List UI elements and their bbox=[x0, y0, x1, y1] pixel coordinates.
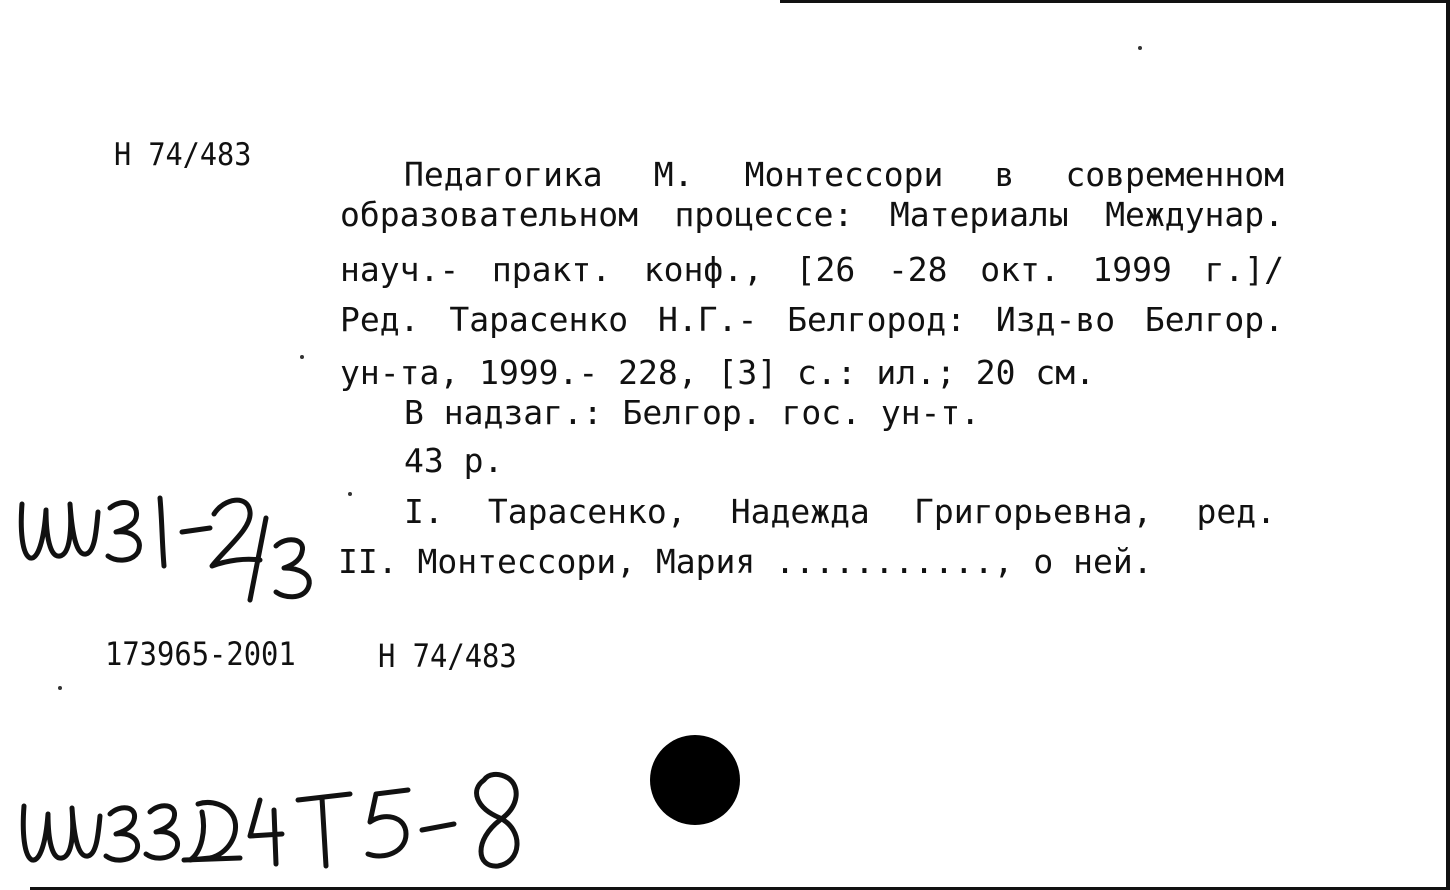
scan-speck bbox=[300, 355, 304, 359]
handwritten-code-2 bbox=[14, 760, 554, 880]
note-heading: В надзаг.: Белгор. гос. ун-т. bbox=[404, 393, 981, 432]
entry-line-4: Ред. Тарасенко Н.Г.- Белгород: Изд-во Белгор. bbox=[340, 300, 1284, 339]
handwritten-code-1 bbox=[14, 470, 334, 610]
card-right-edge bbox=[1446, 0, 1450, 890]
accession-number: 173965-2001 bbox=[105, 635, 296, 673]
entry-line-5: ун-та, 1999.- 228, [3] с.: ил.; 20 см. bbox=[340, 353, 1095, 392]
entry-line-3: науч.- практ. конф., [26 -28 окт. 1999 г.]/ bbox=[340, 250, 1284, 289]
added-entry-editor: I. Тарасенко, Надежда Григорьевна, ред. bbox=[404, 492, 1276, 531]
card-top-edge bbox=[780, 0, 1450, 3]
scan-speck bbox=[348, 492, 352, 496]
price: 43 р. bbox=[404, 441, 504, 480]
added-entry-subject: II. Монтессори, Мария ..........., о ней. bbox=[338, 542, 1153, 581]
scan-speck bbox=[58, 686, 62, 690]
scan-speck bbox=[1138, 46, 1142, 50]
shelf-mark: Н 74/483 bbox=[114, 137, 252, 173]
entry-line-1: Педагогика М. Монтессори в современном bbox=[404, 155, 1284, 194]
footer-shelf-mark: Н 74/483 bbox=[378, 637, 517, 675]
black-dot-marker bbox=[650, 735, 740, 825]
entry-line-2: образовательном процессе: Материалы Междунар. bbox=[340, 195, 1284, 234]
